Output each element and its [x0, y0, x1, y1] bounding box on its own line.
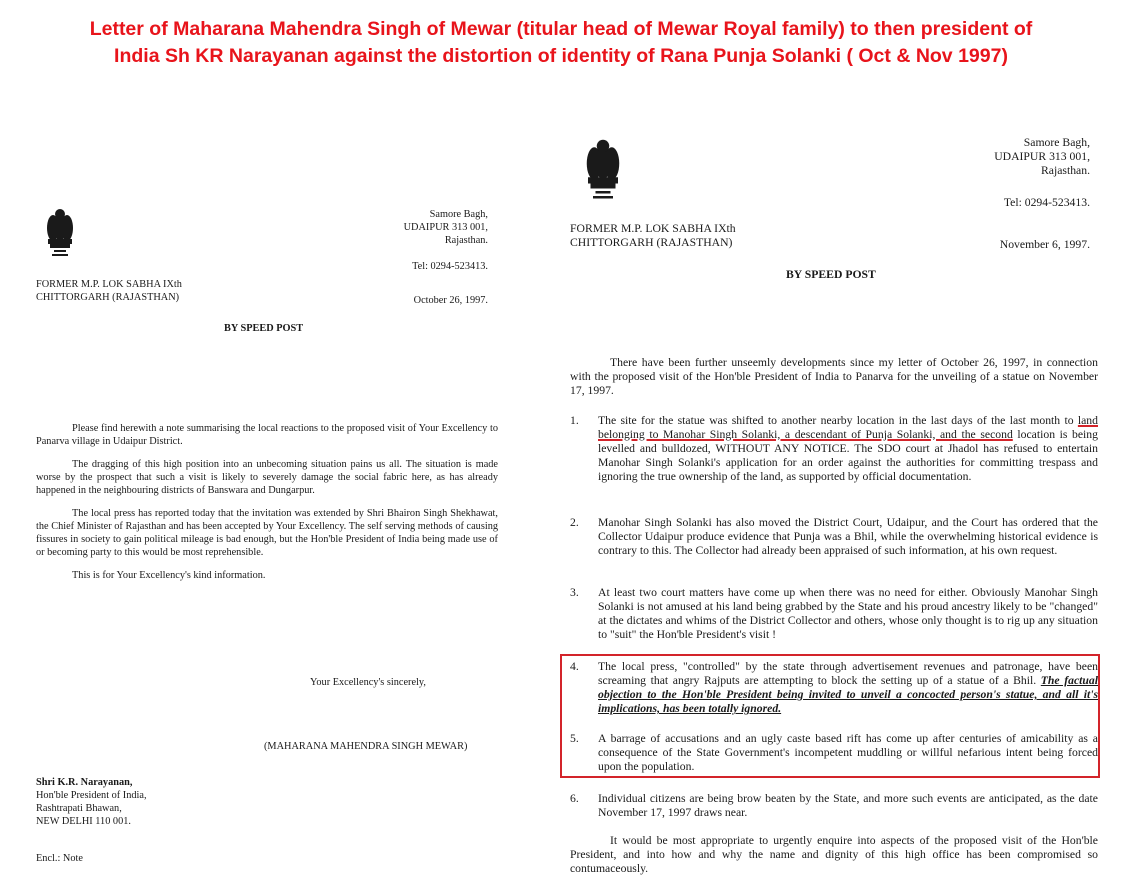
sender-address — [956, 136, 1090, 178]
item-number: 1. — [570, 414, 579, 427]
item-text: Individual citizens are being brow beaten by the State, and more such events are anticipated, as the date November 17, 1997 draws near. — [598, 792, 1098, 819]
designation-line: FORMER M.P. LOK SABHA IXth — [36, 279, 182, 290]
telephone: Tel: 0294-523413. — [1003, 196, 1090, 209]
numbered-item — [570, 660, 1098, 716]
numbered-item — [570, 586, 1098, 642]
item-number: 4. — [570, 660, 579, 673]
emphasized-statement: The factual objection to the Hon'ble President being invited to unveil a concocted person's statue, and all it's implications, has been totally ignored. — [598, 674, 1098, 715]
item-text: The site for the statue was shifted to another nearby location in the last days of the last month to land belonging to Manohar Singh Solanki, a descendant of Punja Solanki, and the second location is being levelled and bulldozed, WITHOUT ANY NOTICE. The SDO court at Jhadol has refused to entertain Manohar Singh Solanki's application for an order against the authorities for committing trespass and ignoring the true ownership of the land, as supported by official documentation. — [598, 414, 1098, 483]
letter-october — [0, 92, 520, 886]
delivery-mode: BY SPEED POST — [224, 323, 304, 334]
numbered-item — [570, 732, 1098, 774]
recipient-line: NEW DELHI 110 001. — [36, 816, 131, 827]
telephone: Tel: 0294-523413. — [412, 261, 488, 272]
heading-line-1: Letter of Maharana Mahendra Singh of Mewar (titular head of Mewar Royal family) to then president of — [89, 18, 1033, 40]
address-line: Samore Bagh, — [429, 209, 488, 220]
address-line: UDAIPUR 313 001, — [403, 222, 488, 233]
highlighted-underline: land belonging to Manohar Singh Solanki, a descendant of Punja Solanki, and the second — [598, 414, 1098, 441]
letter-november — [516, 90, 1122, 886]
sender-designation — [36, 278, 236, 304]
heading-line-2: India Sh KR Narayanan against the distortion of identity of Rana Punja Solanki ( Oct & Nov 1997) — [114, 45, 1008, 67]
enclosure-note: Encl.: Note — [36, 853, 83, 864]
item-text: The local press, "controlled" by the state through advertisement revenues and patronage, have been screaming that angry Rajputs are attempting to block the setting up of a statue of a Bhil. The factual objection to the Hon'ble President being invited to unveil a concocted person's statue, and all it's implications, has been totally ignored. — [598, 660, 1098, 715]
item-number: 6. — [570, 792, 579, 805]
recipient-line: Hon'ble President of India, — [36, 790, 147, 801]
letter-date: November 6, 1997. — [999, 238, 1090, 251]
item-number: 5. — [570, 732, 579, 745]
numbered-item — [570, 414, 1098, 484]
body-paragraph: Please find herewith a note summarising the local reactions to the proposed visit of Your Excellency to Panarva village in Udaipur District. — [36, 423, 498, 447]
state-emblem-icon — [42, 206, 78, 262]
recipient-line: Rashtrapati Bhawan, — [36, 803, 122, 814]
designation-line: CHITTORGARH (RAJASTHAN) — [36, 292, 180, 303]
sender-address — [380, 208, 488, 247]
designation-line: CHITTORGARH (RAJASTHAN) — [570, 236, 733, 249]
item-number: 2. — [570, 516, 579, 529]
page-heading — [0, 16, 1122, 70]
address-line: UDAIPUR 313 001, — [994, 150, 1090, 163]
designation-line: FORMER M.P. LOK SABHA IXth — [570, 222, 736, 235]
signature-name: (MAHARANA MAHENDRA SINGH MEWAR) — [264, 741, 468, 752]
numbered-item — [570, 792, 1098, 820]
item-number: 3. — [570, 586, 579, 599]
delivery-mode: BY SPEED POST — [786, 268, 876, 281]
address-line: Samore Bagh, — [1023, 136, 1090, 149]
address-line: Rajasthan. — [444, 235, 488, 246]
address-line: Rajasthan. — [1040, 164, 1090, 177]
closing-paragraph: It would be most appropriate to urgently enquire into aspects of the proposed visit of the Hon'ble President, and into how and why the name and dignity of this high office has been compromised so contumaceously. — [570, 834, 1098, 875]
letter-date: October 26, 1997. — [413, 295, 488, 306]
closing-salutation: Your Excellency's sincerely, — [310, 677, 426, 688]
recipient-name: Shri K.R. Narayanan, — [36, 777, 133, 788]
letter-body — [36, 422, 498, 582]
sender-designation — [570, 222, 810, 250]
body-paragraph: The dragging of this high position into an unbecoming situation pains us all. The situation is made worse by the prospect that such a visit is likely to severely damage the social fabric here, as has already happened in the neighbouring districts of Banswara and Dungarpur. — [36, 459, 498, 496]
numbered-item — [570, 516, 1098, 558]
body-paragraph: This is for Your Excellency's kind information. — [72, 570, 266, 581]
item-text: At least two court matters have come up when there was no need for either. Obviously Manohar Singh Solanki is not amused at his land being grabbed by the State and his proud ancestry likely to be "changed" at the dictates and whims of the District Collector and others, whose only thought is to rig up any situation to "suit" the Hon'ble President's visit ! — [598, 586, 1098, 641]
intro-paragraph: There have been further unseemly developments since my letter of October 26, 1997, in connection with the proposed visit of the Hon'ble President of India to Panarva for the unveiling of a statue on November 17, 1997. — [570, 356, 1098, 397]
body-paragraph: The local press has reported today that the invitation was extended by Shri Bhairon Singh Shekhawat, the Chief Minister of Rajasthan and has been accepted by Your Excellency. The self serving methods of causing fissures in society to gain political mileage is bad enough, but the Hon'ble President of India being made use of or becoming party to this would be most reprehensible. — [36, 508, 498, 558]
item-text: Manohar Singh Solanki has also moved the District Court, Udaipur, and the Court has ordered that the Collector Udaipur produce evidence that Punja was a Bhil, while the overwhelming historical evidence is contrary to this. The Collector had already been appraised of such information, at his own request. — [598, 516, 1098, 557]
state-emblem-icon — [580, 136, 626, 206]
item-text: A barrage of accusations and an ugly caste based rift has come up after centuries of amicability as a consequence of the State Government's incompetent muddling or willful nefarious intent being forced upon the population. — [598, 732, 1098, 773]
recipient-block — [36, 776, 147, 828]
